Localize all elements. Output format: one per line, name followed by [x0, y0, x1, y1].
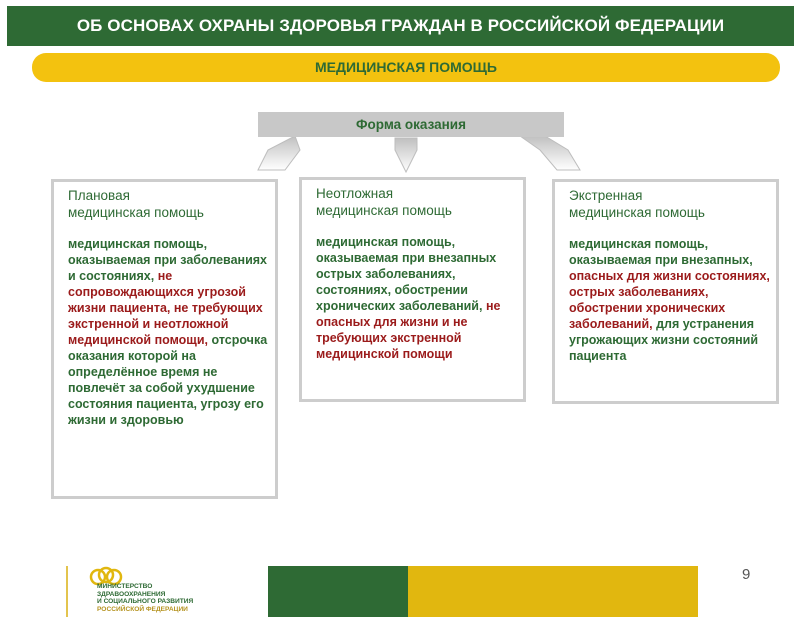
description-green: медицинская помощь, оказываемая при внезапных острых заболеваниях, состояниях, обострении хронических заболеваний,	[316, 235, 497, 313]
logo-line: ЗДРАВООХРАНЕНИЯ	[97, 590, 166, 598]
description-green: медицинская помощь, оказываемая при внезапных,	[569, 237, 753, 267]
card-title	[68, 187, 271, 221]
description-red: опасных для жизни состояниях, острых заболеваниях, обострении хронических заболеваний,	[569, 269, 770, 331]
arrow-right	[520, 136, 580, 170]
description-green-2: для устранения угрожающих жизни состояний пациента	[569, 317, 759, 363]
urgent-care-card	[299, 177, 526, 402]
logo-line: РОССИЙСКОЙ ФЕДЕРАЦИИ	[97, 605, 188, 613]
planned-care-card	[51, 179, 278, 499]
card-title-line1: Экстренная	[569, 188, 643, 203]
card-title-line1: Плановая	[68, 188, 130, 203]
description-red: не опасных для жизни и не требующих экстренной медицинской помощи	[316, 299, 501, 361]
section-banner: МЕДИЦИНСКАЯ ПОМОЩЬ	[32, 53, 780, 82]
card-description	[316, 234, 519, 362]
description-green: медицинская помощь, оказываемая при заболеваниях и состояниях,	[68, 237, 268, 283]
footer-divider	[66, 566, 68, 617]
slide-title: ОБ ОСНОВАХ ОХРАНЫ ЗДОРОВЬЯ ГРАЖДАН В РОССИЙСКОЙ ФЕДЕРАЦИИ	[7, 6, 794, 46]
page-number: 9	[742, 566, 751, 583]
card-title	[569, 187, 772, 221]
form-of-provision-label: Форма оказания	[258, 112, 564, 137]
arrow-middle	[395, 138, 417, 172]
card-description	[68, 236, 271, 428]
card-title-line1: Неотложная	[316, 186, 394, 201]
card-title-line2: медицинская помощь	[316, 203, 452, 218]
card-description	[569, 236, 772, 364]
footer-green-stripe	[268, 566, 408, 617]
description-green-2: отсрочка оказания которой на определённое время не повлечёт за собой ухудшение состояния пациента, угрозу его жизни и здоровью	[68, 333, 268, 427]
logo-line: И СОЦИАЛЬНОГО РАЗВИТИЯ	[97, 598, 194, 606]
card-title	[316, 185, 519, 219]
footer-yellow-stripe	[408, 566, 698, 617]
emergency-care-card	[552, 179, 779, 404]
logo-line: МИНИСТЕРСТВО	[97, 583, 153, 590]
ministry-name	[97, 583, 257, 613]
card-title-line2: медицинская помощь	[569, 205, 705, 220]
description-red: не сопровождающихся угрозой жизни пациента, не требующих экстренной и неотложной медицинской помощи,	[68, 269, 263, 347]
arrow-left	[258, 136, 300, 170]
card-title-line2: медицинская помощь	[68, 205, 204, 220]
